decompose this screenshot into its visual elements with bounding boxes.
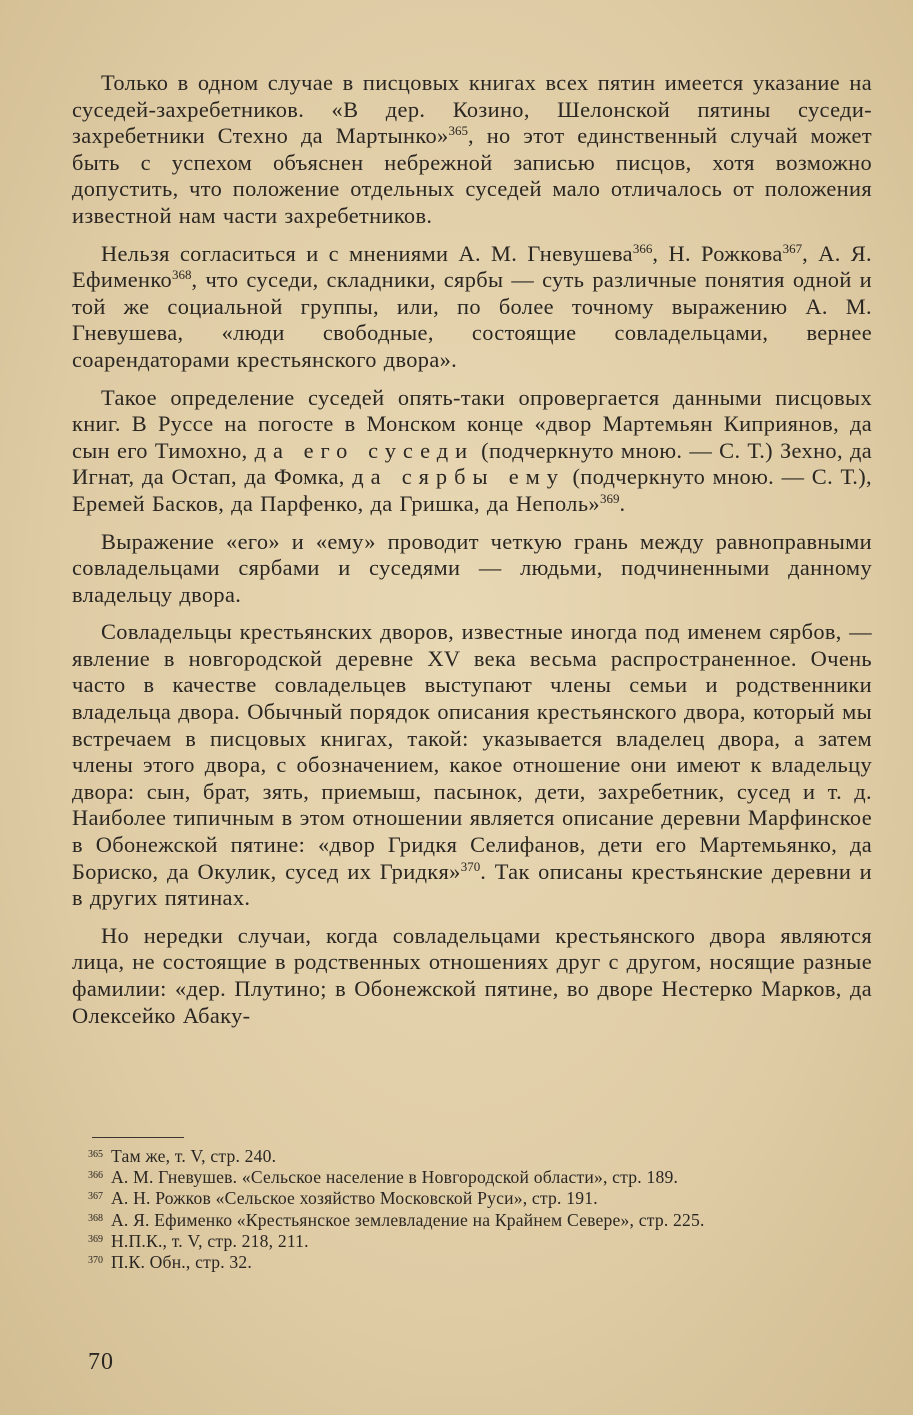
main-text (72, 70, 872, 1040)
text-run: Нельзя согласиться и с мнениями А. М. Гневушева (101, 240, 633, 266)
paragraph (72, 923, 872, 1029)
footnote (88, 1209, 878, 1230)
text-run: Но нередки случаи, когда совладельцами крестьянского двора являются лица, не состоящие в родственных отношениях друг с другом, носящие разные фамилии: «дер. Плутино; в Обонежской пятине, во дворе Нестерко Марков, да Олексейко Абаку- (72, 922, 872, 1028)
footnote-text: Там же, т. V, стр. 240. (111, 1146, 277, 1166)
footnote-ref: 369 (599, 490, 620, 506)
footnote-text: А. Я. Ефименко «Крестьянское землевладение на Крайнем Севере», стр. 225. (111, 1209, 705, 1230)
footnote-divider (92, 1137, 184, 1138)
text-run: Только в одном случае в писцовых книгах всех пятин имеется указание на суседей-захребетников. «В дер. Козино, Шелонской пятины суседи-захребетники Стехно да Мартынко» (72, 70, 872, 149)
text-run: , что суседи, складники, сярбы — суть различные понятия одной и той же социальной группы, или, по более точному выражению А. М. Гневушева, «люди свободные, состоящие совладельцами, вернее соарендаторами крестьянского двора». (72, 267, 872, 372)
text-run: , А. Я. Ефименко (72, 240, 872, 293)
text-run: , но этот единственный случай может быть с успехом объяснен небрежной записью писцов, хотя возможно допустить, что положение отдельных суседей мало отличалось от положения известной нам части захребетников. (72, 123, 872, 228)
footnote-ref: 367 (782, 240, 803, 256)
footnote (88, 1187, 878, 1208)
footnote-text: А. Н. Рожков «Сельское хозяйство Московской Руси», стр. 191. (111, 1188, 598, 1209)
footnote-number: 369 (88, 1233, 103, 1245)
paragraph (72, 529, 872, 609)
footnote-number: 367 (88, 1191, 103, 1203)
footnote-ref: 370 (460, 858, 481, 874)
footnote (88, 1145, 878, 1166)
footnote (88, 1230, 878, 1251)
text-run: , Н. Рожкова (652, 240, 783, 266)
paragraph (72, 385, 872, 518)
page-number: 70 (88, 1349, 114, 1375)
text-run: . (619, 490, 626, 516)
text-run: Выражение «его» и «ему» проводит четкую грань между равноправными совладельцами сярбами и суседями — людьми, подчиненными данному владельцу двора. (72, 528, 872, 607)
footnote-ref: 368 (172, 267, 192, 283)
text-run: (подчеркнуто мною. — С. Т.), Еремей Басков, да Парфенко, да Гришка, да Неполь» (72, 464, 872, 516)
paragraph (72, 70, 872, 230)
footnote-text: П.К. Обн., стр. 32. (111, 1252, 253, 1273)
footnote-number: 370 (88, 1255, 103, 1267)
paragraph (72, 241, 872, 374)
footnote-number: 368 (88, 1212, 103, 1224)
footnotes (88, 1145, 878, 1272)
footnote-number: 366 (88, 1170, 103, 1182)
footnote-number: 365 (88, 1149, 103, 1160)
spaced-emphasis-text: да сярбы ему (352, 464, 565, 490)
footnote-text: Н.П.К., т. V, стр. 218, 211. (111, 1230, 309, 1251)
paragraph (72, 619, 872, 912)
text-run: . Так описаны крестьянские деревни и в других пятинах. (72, 858, 872, 911)
footnote (88, 1166, 878, 1187)
footnote-text: А. М. Гневушев. «Сельское население в Новгородской области», стр. 189. (111, 1167, 679, 1188)
text-run: Совладельцы крестьянских дворов, известные иногда под именем сярбов, — явление в новгородской деревне XV века весьма распространенное. Очень часто в качестве совладельцев выступают члены семьи и родственники владельца двора. Обычный порядок описания крестьянского двора, который мы встречаем в писцовых книгах, такой: указывается владелец двора, а затем члены этого двора, с обозначением, какое отношение они имеют к владельцу двора: сын, брат, зять, приемыш, пасынок, дети, захребетник, сусед и т. д. Наиболее типичным в этом отношении является описание деревни Марфинское в Обонежской пятине: «двор Гридкя Селифанов, дети его Мартемьянко, да Бориско, да Окулик, сусед их Гридкя» (72, 619, 872, 884)
spaced-emphasis-text: да его суседи (254, 437, 475, 463)
text-run: (подчеркнуто мною. — С. Т.) Зехно, да Игнат, да Остап, да Фомка, (72, 437, 872, 490)
text-run: Такое определение суседей опять-таки опровергается данными писцовых книг. В Руссе на погосте в Монском конце «двор Мартемьян Киприянов, да сын его Тимохно, (72, 384, 872, 463)
footnote (88, 1251, 878, 1272)
footnote-ref: 365 (448, 123, 469, 139)
footnote-ref: 366 (632, 240, 653, 256)
